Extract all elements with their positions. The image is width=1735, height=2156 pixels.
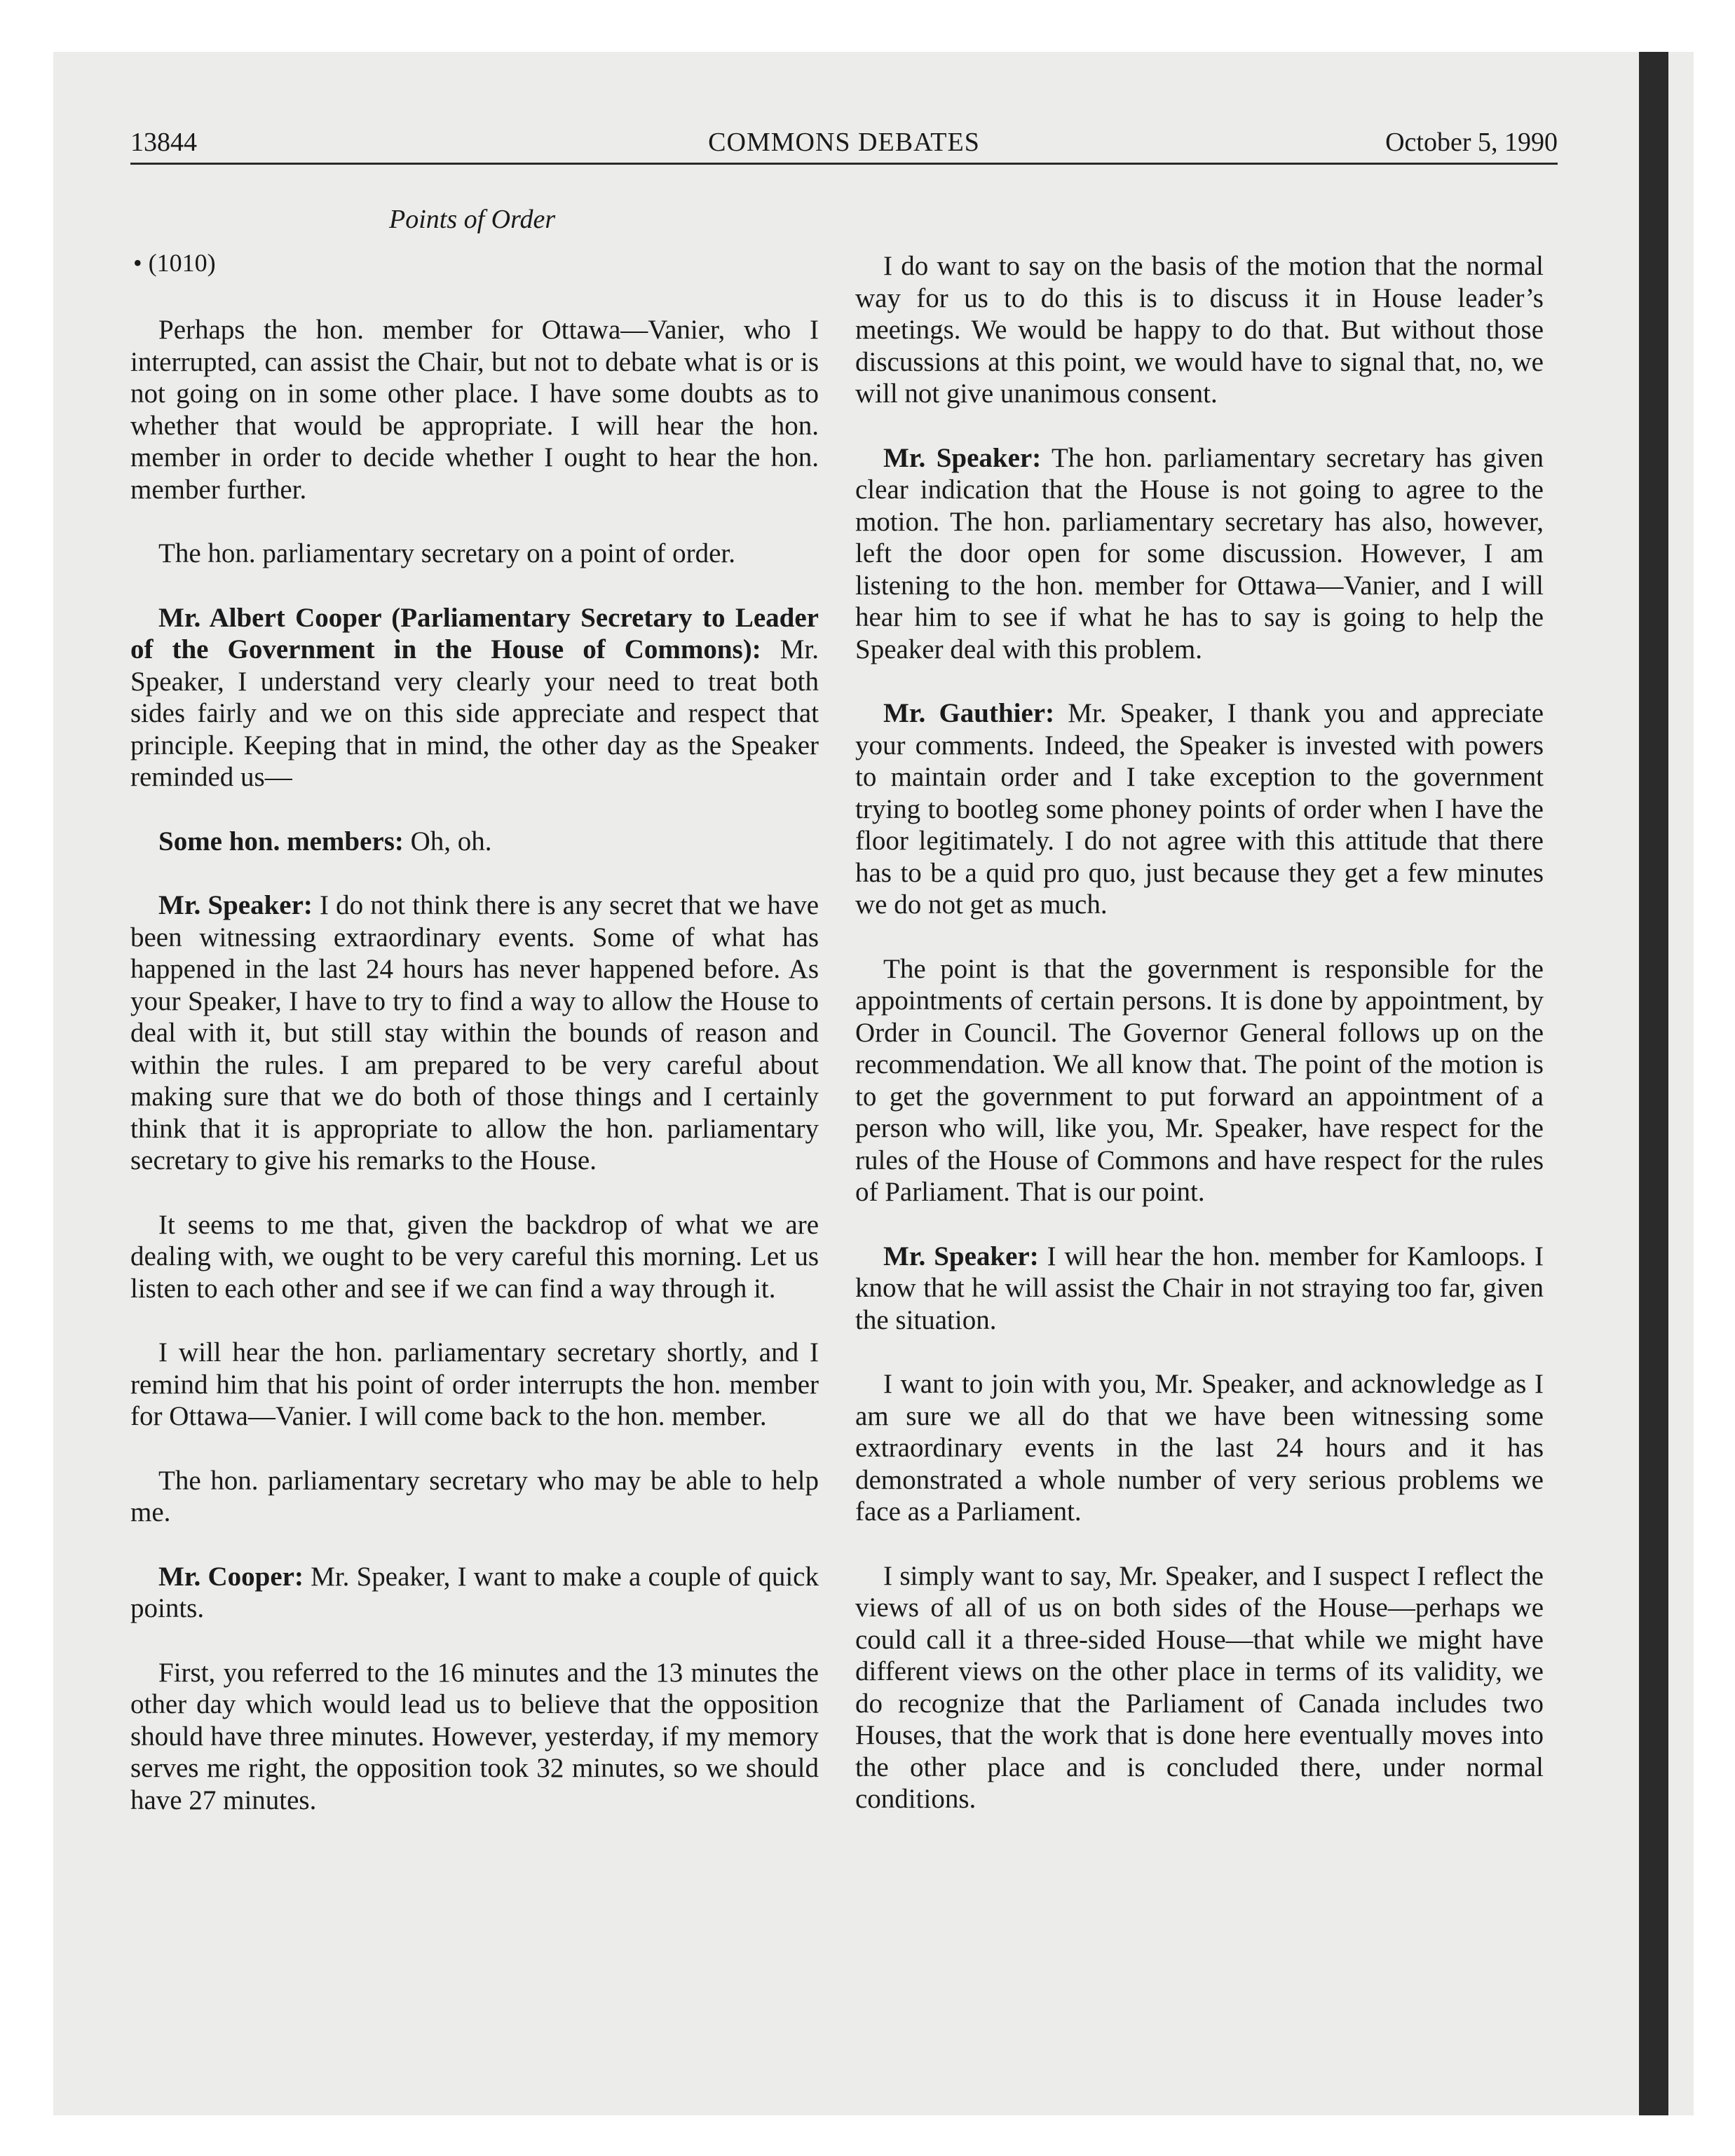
paragraph-text: The hon. parliamentary secretary who may be able to help me. — [130, 1465, 819, 1527]
page-header — [130, 125, 1558, 165]
paragraph — [130, 602, 819, 793]
speaker-name: Mr. Gauthier: — [883, 698, 1055, 728]
paragraph-text: Mr. Speaker, I want to make a couple of quick points. — [130, 1561, 819, 1623]
paragraph-text: I do want to say on the basis of the motion that the normal way for us to do this is to discuss it in House leader’s meetings. We would be happy to do that. But without those discussions at this point, we would have to signal that, no, we will not give unanimous consent. — [855, 251, 1544, 409]
speaker-name: Mr. Albert Cooper (Parliamentary Secretary to Leader of the Government in the House of Commons): — [130, 602, 819, 664]
paragraph — [130, 1465, 819, 1529]
speaker-name: Mr. Cooper: — [158, 1561, 304, 1592]
paragraph-text: Mr. Speaker, I thank you and appreciate your comments. Indeed, the Speaker is invested with powers to maintain order and I take exception to the government trying to bootleg some phoney points of order when I have the floor legitimately. I do not agree with this attitude that there has to be a quid pro quo, just because they get a few minutes we do not get as much. — [855, 698, 1544, 920]
page-number: 13844 — [130, 128, 197, 157]
paragraph — [130, 314, 819, 505]
scan-edge-bar — [1639, 52, 1668, 2115]
paragraph-text: I do not think there is any secret that we have been witnessing extraordinary events. Some of what has happened in the last 24 hours has never happened before. As your Speaker, I have to try to find a way to allow the House to deal with it, but still stay within the bounds of reason and within the rules. I am prepared to be very careful about making sure that we do both of those things and I certainly think that it is appropriate to allow the hon. parliamentary secretary to give his remarks to the House. — [130, 890, 819, 1175]
paragraph — [855, 953, 1544, 1208]
right-column — [855, 250, 1544, 1848]
publication-title: COMMONS DEBATES — [708, 128, 980, 157]
paragraph — [855, 1368, 1544, 1528]
paragraph-text: I want to join with you, Mr. Speaker, and acknowledge as I am sure we all do that we have been witnessing some extraordinary events in the last 24 hours and it has demonstrated a whole number of very serious problems we face as a Parliament. — [855, 1369, 1544, 1527]
paragraph — [130, 1561, 819, 1625]
paragraph — [855, 442, 1544, 666]
paragraph — [130, 826, 819, 858]
paragraph — [130, 538, 819, 570]
paragraph — [855, 697, 1544, 921]
paragraph-text: I will hear the hon. member for Kamloops. I know that he will assist the Chair in not straying too far, given the situation. — [855, 1241, 1544, 1335]
paragraph — [855, 1241, 1544, 1337]
paragraph — [855, 250, 1544, 410]
paragraph-text: I will hear the hon. parliamentary secretary shortly, and I remind him that his point of order interrupts the hon. member for Ottawa—Vanier. I will come back to the hon. member. — [130, 1337, 819, 1431]
speaker-name: Mr. Speaker: — [158, 890, 313, 920]
left-column — [130, 314, 819, 1848]
paragraph-text: Oh, oh. — [410, 826, 492, 857]
paragraph — [130, 1657, 819, 1817]
paragraph — [130, 889, 819, 1177]
paragraph — [130, 1209, 819, 1305]
section-title: Points of Order — [389, 205, 556, 234]
timestamp: • (1010) — [133, 249, 216, 277]
paragraph — [130, 1337, 819, 1433]
paragraph-text: Perhaps the hon. member for Ottawa—Vanier, who I interrupted, can assist the Chair, but not to debate what is or is not going on in some other place. I have some doubts as to whether that would be appropriate. I will hear the hon. member in order to decide whether I ought to hear the hon. member further. — [130, 315, 819, 505]
paragraph — [855, 1560, 1544, 1815]
publication-date: October 5, 1990 — [1385, 128, 1558, 157]
paragraph-text: The hon. parliamentary secretary has given clear indication that the House is not going to agree to the motion. The hon. parliamentary secretary has also, however, left the door open for some discussion. However, I am listening to the hon. member for Ottawa—Vanier, and I will hear him to see if what he has to say is going to help the Speaker deal with this problem. — [855, 442, 1544, 664]
paragraph-text: Mr. Speaker, I understand very clearly your need to treat both sides fairly and we on this side appreciate and respect that principle. Keeping that in mind, the other day as the Speaker reminded us— — [130, 634, 819, 792]
paragraph-text: I simply want to say, Mr. Speaker, and I suspect I reflect the views of all of us on both sides of the House—perhaps we could call it a three-sided House—that while we might have different views on the other place in terms of its validity, we do recognize that the Parliament of Canada includes two Houses, that the work that is done here eventually moves into the other place and is concluded there, under normal conditions. — [855, 1560, 1544, 1814]
paragraph-text: First, you referred to the 16 minutes and the 13 minutes the other day which would lead us to believe that the opposition should have three minutes. However, yesterday, if my memory serves me right, the opposition took 32 minutes, so we should have 27 minutes. — [130, 1657, 819, 1815]
paragraph-text: The point is that the government is responsible for the appointments of certain persons. It is done by appointment, by Order in Council. The Governor General follows up on the recommendation. We all know that. The point of the motion is to get the government to put forward an appointment of a person who will, like you, Mr. Speaker, have respect for the rules of the House of Commons and have respect for the rules of Parliament. That is our point. — [855, 953, 1544, 1207]
paragraph-text: It seems to me that, given the backdrop of what we are dealing with, we ought to be very careful this morning. Let us listen to each other and see if we can find a way through it. — [130, 1209, 819, 1304]
paragraph-text: The hon. parliamentary secretary on a point of order. — [158, 538, 736, 568]
speaker-name: Mr. Speaker: — [883, 1241, 1039, 1271]
speaker-name: Mr. Speaker: — [883, 442, 1042, 473]
speaker-name: Some hon. members: — [158, 826, 404, 857]
